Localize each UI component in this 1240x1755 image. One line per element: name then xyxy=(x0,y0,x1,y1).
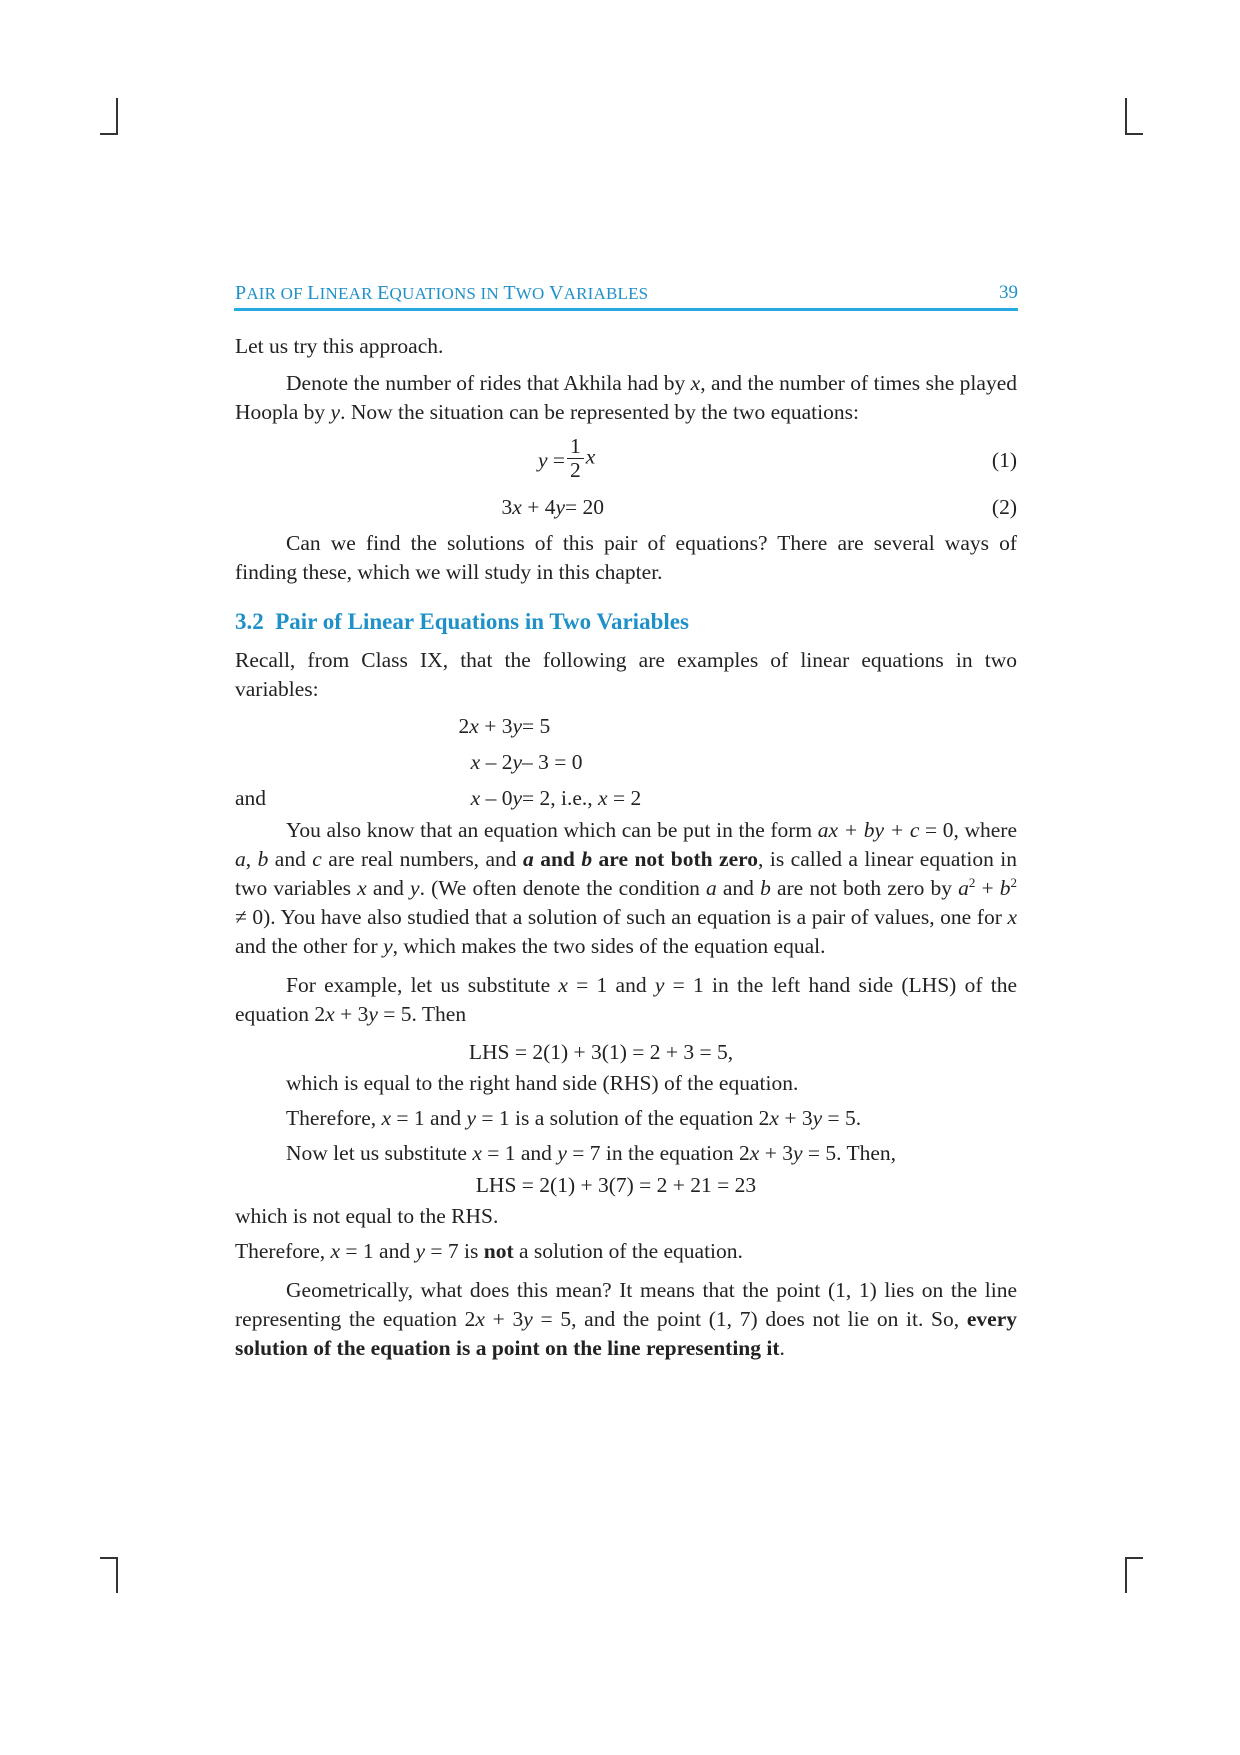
math-var: y xyxy=(368,1002,378,1026)
lhs-calculation-2: LHS = 2(1) + 3(7) = 2 + 21 = 23 xyxy=(475,1173,757,1197)
text: = 5. xyxy=(822,1106,862,1130)
example-2-rhs: – 3 = 0 xyxy=(522,750,583,774)
math-var: x xyxy=(558,973,568,997)
intro-paragraph xyxy=(235,369,1017,427)
text: ≠ 0). You have also studied that a solution of such an equation is a pair of values, one for xyxy=(235,905,1008,929)
math-var: y xyxy=(557,1141,567,1165)
crop-mark-top-right-vertical xyxy=(1125,98,1127,134)
math-var: x xyxy=(690,371,701,395)
math-var: b xyxy=(999,876,1011,900)
text: = 5, and the point (1, 7) does not lie on it. So, xyxy=(532,1307,967,1331)
math-var: x xyxy=(769,1106,779,1130)
example-3-lhs xyxy=(471,784,522,813)
running-header-title xyxy=(235,282,648,305)
text: + 3 xyxy=(759,1141,793,1165)
header-text: V xyxy=(548,282,564,304)
example-substitution-paragraph xyxy=(235,971,1017,1029)
text: = 1 and xyxy=(481,1141,558,1165)
example-equation-2 xyxy=(235,746,1017,780)
text: . Now the situation can be represented by the two equations: xyxy=(340,400,859,424)
section-number: 3.2 xyxy=(235,609,264,634)
math-var: y xyxy=(512,750,522,774)
superscript: 2 xyxy=(1010,874,1017,890)
question-paragraph: Can we find the solutions of this pair of equations? There are several ways of finding these, which we will study in this chapter. xyxy=(235,531,1017,584)
text: + 4 xyxy=(521,495,556,519)
text: and xyxy=(366,876,411,900)
header-text: E xyxy=(377,282,390,304)
header-text: L xyxy=(307,282,320,304)
text: + 3 xyxy=(778,1106,813,1130)
math-var: x xyxy=(512,495,522,519)
math-var: y xyxy=(812,1106,823,1130)
example-2-lhs xyxy=(471,748,522,777)
text: = 1 and xyxy=(340,1239,416,1263)
math-var: y xyxy=(383,934,393,958)
text: = 5. Then, xyxy=(802,1141,897,1165)
crop-mark-top-right-horizontal xyxy=(1125,133,1143,135)
text: = xyxy=(547,448,565,472)
math-var: x xyxy=(381,1106,392,1130)
math-var: x xyxy=(585,444,596,469)
equation-2-rhs: = 20 xyxy=(565,495,605,519)
linear-form-paragraph xyxy=(235,816,1017,961)
text: Denote the number of rides that Akhila had by xyxy=(286,371,691,395)
text: and xyxy=(533,847,582,871)
example-1-rhs: = 5 xyxy=(522,714,551,738)
math-var: x xyxy=(472,1141,482,1165)
math-var: x xyxy=(470,786,481,810)
math-var: y xyxy=(512,786,522,810)
header-text: INEAR xyxy=(319,284,378,303)
math-var: b xyxy=(257,847,269,871)
equation-1-label: (1) xyxy=(991,448,1017,472)
math-var: a xyxy=(235,847,246,871)
math-var: x xyxy=(1007,905,1017,929)
text: = 2 xyxy=(607,786,642,810)
and-label: and xyxy=(235,786,267,810)
crop-mark-bottom-right-vertical xyxy=(1125,1557,1127,1593)
text: and xyxy=(716,876,761,900)
example-equation-3 xyxy=(235,782,1017,816)
math-var: y xyxy=(654,973,665,997)
text: . (We often denote the condition xyxy=(419,876,706,900)
therefore-not-solution-line xyxy=(235,1237,1017,1266)
math-var: x xyxy=(470,750,481,774)
text: – 2 xyxy=(480,750,513,774)
example-equation-1 xyxy=(235,710,1017,744)
text: are real numbers, and xyxy=(321,847,524,871)
bold-conclusion: every solution of the equation is a point on the line representing it xyxy=(235,1307,1017,1360)
example-1-lhs xyxy=(459,712,522,741)
header-rule xyxy=(234,308,1018,311)
math-var: x xyxy=(357,876,367,900)
text: , which makes the two sides of the equation equal. xyxy=(392,934,826,958)
math-var: x xyxy=(325,1002,335,1026)
page-content xyxy=(235,332,1017,1363)
section-heading xyxy=(235,607,1017,636)
text: For example, let us substitute xyxy=(286,973,559,997)
text: Therefore, xyxy=(235,1239,331,1263)
crop-mark-top-left-vertical xyxy=(116,98,118,134)
geometric-paragraph xyxy=(235,1276,1017,1363)
recall-paragraph: Recall, from Class IX, that the following are examples of linear equations in two variables: xyxy=(235,648,1017,701)
math-var: y xyxy=(792,1141,803,1165)
math-var: a xyxy=(523,847,534,871)
math-var: c xyxy=(312,847,322,871)
math-var: b xyxy=(760,876,771,900)
text: = 7 is xyxy=(425,1239,484,1263)
text: Now let us substitute xyxy=(286,1141,473,1165)
fraction-numerator: 1 xyxy=(567,435,584,459)
text: You also know that an equation which can be put in the form xyxy=(286,818,818,842)
equation-1 xyxy=(235,431,1017,489)
math-var: a xyxy=(958,876,969,900)
text: are not both zero by xyxy=(770,876,959,900)
math-var: y xyxy=(523,1307,533,1331)
equation-1-lhs xyxy=(538,446,565,475)
text: and xyxy=(268,847,313,871)
math-var: y xyxy=(410,876,420,900)
text: + 3 xyxy=(484,1307,524,1331)
math-var: y xyxy=(466,1106,477,1130)
crop-mark-bottom-right-horizontal xyxy=(1125,1557,1143,1559)
equation-2-label: (2) xyxy=(991,495,1017,519)
header-text: P xyxy=(235,282,247,304)
fraction-one-half xyxy=(567,435,584,482)
header-text: WO xyxy=(515,284,549,303)
not-equal-line: which is not equal to the RHS. xyxy=(235,1204,499,1228)
text: = 0, where xyxy=(919,818,1017,842)
text: 2 xyxy=(458,714,470,738)
equation-2 xyxy=(235,491,1017,525)
text: Geometrically, what does this mean? It means that the point (1, 1) lies on the line representing the equation 2 xyxy=(235,1278,1017,1331)
text: + 3 xyxy=(478,714,513,738)
text: = 2, i.e., xyxy=(522,786,599,810)
header-text: ARIABLES xyxy=(563,284,649,303)
text: = 7 in the equation 2 xyxy=(566,1141,750,1165)
text: = 1 and xyxy=(567,973,655,997)
bold-condition xyxy=(523,847,758,871)
math-var: x xyxy=(330,1239,341,1263)
math-var: x xyxy=(749,1141,760,1165)
text: , is called a linear equation in two variables xyxy=(235,847,1018,900)
lhs-calculation-1: LHS = 2(1) + 3(1) = 2 + 3 = 5, xyxy=(468,1040,734,1064)
text: + xyxy=(975,876,1000,900)
page-number: 39 xyxy=(999,282,1018,303)
math-var: y xyxy=(555,495,565,519)
math-var: a xyxy=(706,876,717,900)
text: = 1 and xyxy=(391,1106,467,1130)
text: = 5. Then xyxy=(377,1002,467,1026)
math-var: y xyxy=(330,400,341,424)
math-var: x xyxy=(598,786,608,810)
text: are not both zero xyxy=(592,847,759,871)
crop-mark-top-left-horizontal xyxy=(100,133,118,135)
text: a solution of the equation. xyxy=(513,1239,743,1263)
header-text: AIR OF xyxy=(246,284,308,303)
math-expr: ax + by + c xyxy=(817,818,920,842)
text: . xyxy=(779,1336,785,1360)
math-var: x xyxy=(469,714,479,738)
section-title: Pair of Linear Equations in Two Variables xyxy=(275,609,689,634)
math-var: y xyxy=(512,714,522,738)
header-text: QUATIONS IN xyxy=(389,284,504,303)
text: Therefore, xyxy=(286,1106,382,1130)
math-var: y xyxy=(415,1239,426,1263)
example-3-rhs xyxy=(522,784,641,813)
text: 3 xyxy=(501,495,513,519)
therefore-solution-line xyxy=(235,1104,1017,1133)
text: – 0 xyxy=(480,786,513,810)
header-text: T xyxy=(503,282,516,304)
superscript: 2 xyxy=(968,874,976,890)
now-substitute-line xyxy=(235,1139,1017,1168)
math-var: x xyxy=(475,1307,485,1331)
math-var: y xyxy=(537,448,548,472)
text: , xyxy=(245,847,258,871)
text: + 3 xyxy=(334,1002,369,1026)
equation-2-lhs xyxy=(502,493,565,522)
text: and the other for xyxy=(235,934,384,958)
text: = 1 in the left hand side (LHS) of the equation 2 xyxy=(235,973,1017,1026)
intro-line: Let us try this approach. xyxy=(235,334,444,358)
bold-not: not xyxy=(483,1239,514,1263)
fraction-denominator: 2 xyxy=(570,458,581,482)
text: = 1 is a solution of the equation 2 xyxy=(476,1106,770,1130)
equation-1-rhs xyxy=(565,435,595,482)
math-var: b xyxy=(581,847,593,871)
text: , and the number of times she played Hoopla by xyxy=(235,371,1017,424)
crop-mark-bottom-left-vertical xyxy=(116,1557,118,1593)
rhs-equal-line: which is equal to the right hand side (RHS) of the equation. xyxy=(286,1071,799,1095)
